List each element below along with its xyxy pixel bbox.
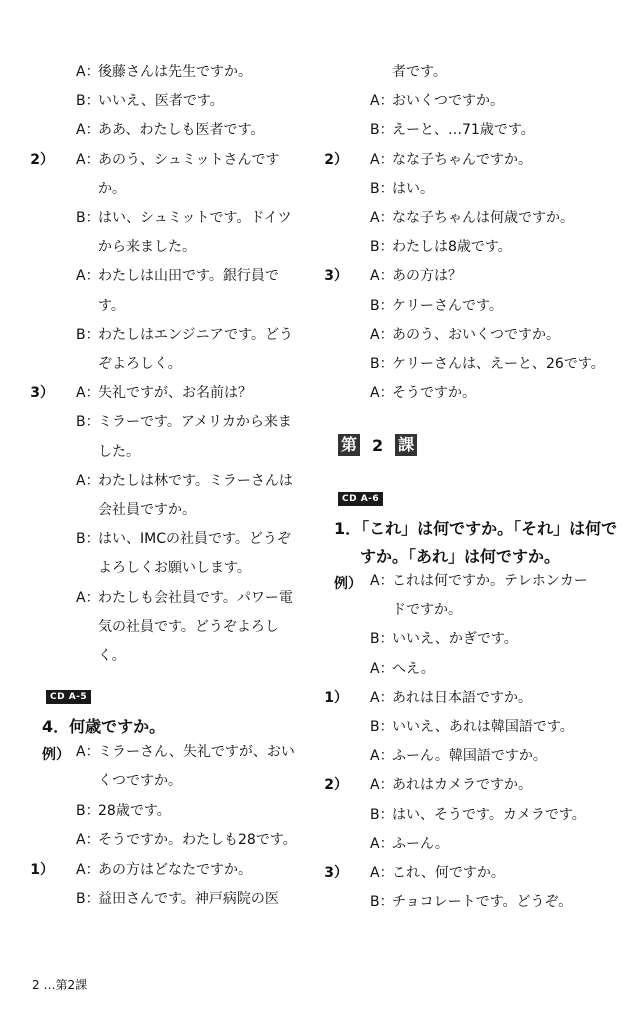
speaker-label: A： [370,326,394,343]
speaker-label: A： [370,93,394,110]
item-number: 3） [30,385,54,402]
speaker-label: A： [76,589,100,606]
dialogue-text: ああ、わたしも医者です。 [98,122,265,139]
dialogue-text: あの方はどなたですか。 [98,861,252,878]
dialogue-text: から来ました。 [98,239,196,256]
item-number: 2） [30,151,54,168]
page-footer: 2 …第2課 [32,978,88,992]
speaker-label: B： [370,122,394,139]
speaker-label: A： [370,660,394,677]
dialogue-text: なな子ちゃんは何歳ですか。 [392,210,574,226]
item-number: 2） [324,151,348,168]
item-number: 3） [324,865,348,881]
speaker-label: B： [370,631,394,648]
speaker-label: A： [370,689,394,706]
dialogue-text: くつですか。 [98,773,182,790]
speaker-label: B： [76,891,100,907]
dialogue-text: 失礼ですが、お名前は？ [98,385,252,402]
dialogue-text: おいくつですか。 [392,93,504,110]
dialogue-text: あのう、シュミットさんです [98,151,280,168]
speaker-label: A： [76,268,100,285]
speaker-label: A： [76,861,100,878]
dialogue-text: えーと、…71歳です。 [392,122,535,139]
dialogue-text: いいえ、あれは韓国語です。 [392,719,574,735]
dialogue-text: ふーん。韓国語ですか。 [392,748,547,765]
example-label: 例） [334,576,362,592]
dialogue-text: はい、シュミットです。ドイツ [98,210,292,226]
dialogue-text: か。 [98,180,126,197]
dialogue-text: わたしはエンジニアです。どう [98,326,293,343]
dialogue-text: あの方は？ [392,268,462,285]
dialogue-text: 気の社員です。どうぞよろし [98,618,279,635]
lesson-dai: 第 [338,434,360,456]
speaker-label: A： [370,268,394,285]
dialogue-text: なな子ちゃんですか。 [392,151,532,168]
dialogue-text: あれはカメラですか。 [392,777,532,794]
dialogue-text: 益田さんです。神戸病院の医 [98,891,279,907]
speaker-label: A： [76,151,100,168]
dialogue-text: へえ。 [392,660,435,677]
dialogue-text: そうですか。 [392,385,476,402]
speaker-label: A： [370,210,394,226]
dialogue-text: す。 [98,297,125,314]
dialogue-text: あのう、おいくつですか。 [392,326,560,343]
speaker-label: B： [370,719,394,735]
section-title-line1: 1．「これ」は何ですか。「それ」は何で [334,519,618,538]
speaker-label: A： [76,64,100,80]
section-title: 4．何歳ですか。 [42,717,166,736]
item-number: 2） [324,777,348,794]
speaker-label: A： [370,865,394,881]
dialogue-text: これは何ですか。テレホンカー [392,573,588,589]
speaker-label: A： [370,573,394,589]
dialogue-text: はい、そうです。カメラです。 [392,806,586,823]
section-title-line2: すか。「あれ」は何ですか。 [360,547,561,566]
speaker-label: A： [76,472,100,489]
dialogue-text: これ、何ですか。 [392,865,505,881]
speaker-label: B： [76,326,100,343]
lesson-heading [338,434,417,456]
lesson-number: 2 [372,435,384,455]
speaker-label: B： [76,414,100,431]
speaker-label: B： [370,297,394,314]
dialogue-text: ドですか。 [392,602,462,619]
cd-track-label: CD A-5 [46,690,91,704]
dialogue-text: わたしは林です。ミラーさんは [98,472,293,489]
item-number: 1） [30,861,54,878]
dialogue-text: よろしくお願いします。 [98,560,251,577]
speaker-label: B： [76,531,100,548]
dialogue-text: 後藤さんは先生ですか。 [98,64,252,80]
dialogue-text: わたしも会社員です。パワー電 [98,589,293,606]
speaker-label: B： [370,356,394,372]
item-number: 3） [324,268,348,285]
speaker-label: B： [370,239,394,256]
dialogue-text: はい、IMCの社員です。どうぞ [98,531,291,548]
dialogue-text: いいえ、かぎです。 [392,631,518,648]
lesson-ka: 課 [395,434,417,456]
dialogue-text: ミラーさん、失礼ですが、おい [98,744,295,760]
example-label: 例） [42,747,70,763]
dialogue-text: わたしは8歳です。 [392,239,512,256]
speaker-label: A： [76,832,100,849]
speaker-label: B： [76,93,100,110]
speaker-label: A： [370,835,394,852]
item-number: 1） [324,689,348,706]
dialogue-text: した。 [98,443,140,460]
dialogue-text: ミラーです。アメリカから来ま [98,414,292,431]
dialogue-text: あれは日本語ですか。 [392,689,532,706]
dialogue-text: いいえ、医者です。 [98,93,224,110]
dialogue-text: 28歳です。 [98,802,171,819]
speaker-label: A： [370,748,394,765]
cd-track-label: CD A-6 [338,492,383,506]
dialogue-text: 会社員ですか。 [98,502,196,518]
dialogue-text: ふーん。 [392,835,449,852]
speaker-label: A： [370,151,394,168]
dialogue-text: く。 [98,648,126,664]
speaker-label: A： [370,385,394,402]
dialogue-text: わたしは山田です。銀行員で [98,268,279,285]
dialogue-text: ケリーさんです。 [392,297,503,314]
speaker-label: A： [370,777,394,794]
dialogue-text: そうですか。わたしも28です。 [98,832,297,849]
dialogue-text: はい。 [392,180,434,197]
speaker-label: B： [76,802,100,819]
dialogue-text: ぞよろしく。 [98,356,182,372]
speaker-label: A： [76,744,100,760]
speaker-label: B： [370,180,394,197]
speaker-label: A： [76,385,100,402]
speaker-label: B： [370,894,394,911]
speaker-label: B： [76,210,100,226]
dialogue-text: チョコレートです。どうぞ。 [392,894,573,911]
speaker-label: B： [370,806,394,823]
dialogue-text: 者です。 [392,64,447,80]
speaker-label: A： [76,122,100,139]
dialogue-text: ケリーさんは、えーと、26です。 [392,356,605,372]
